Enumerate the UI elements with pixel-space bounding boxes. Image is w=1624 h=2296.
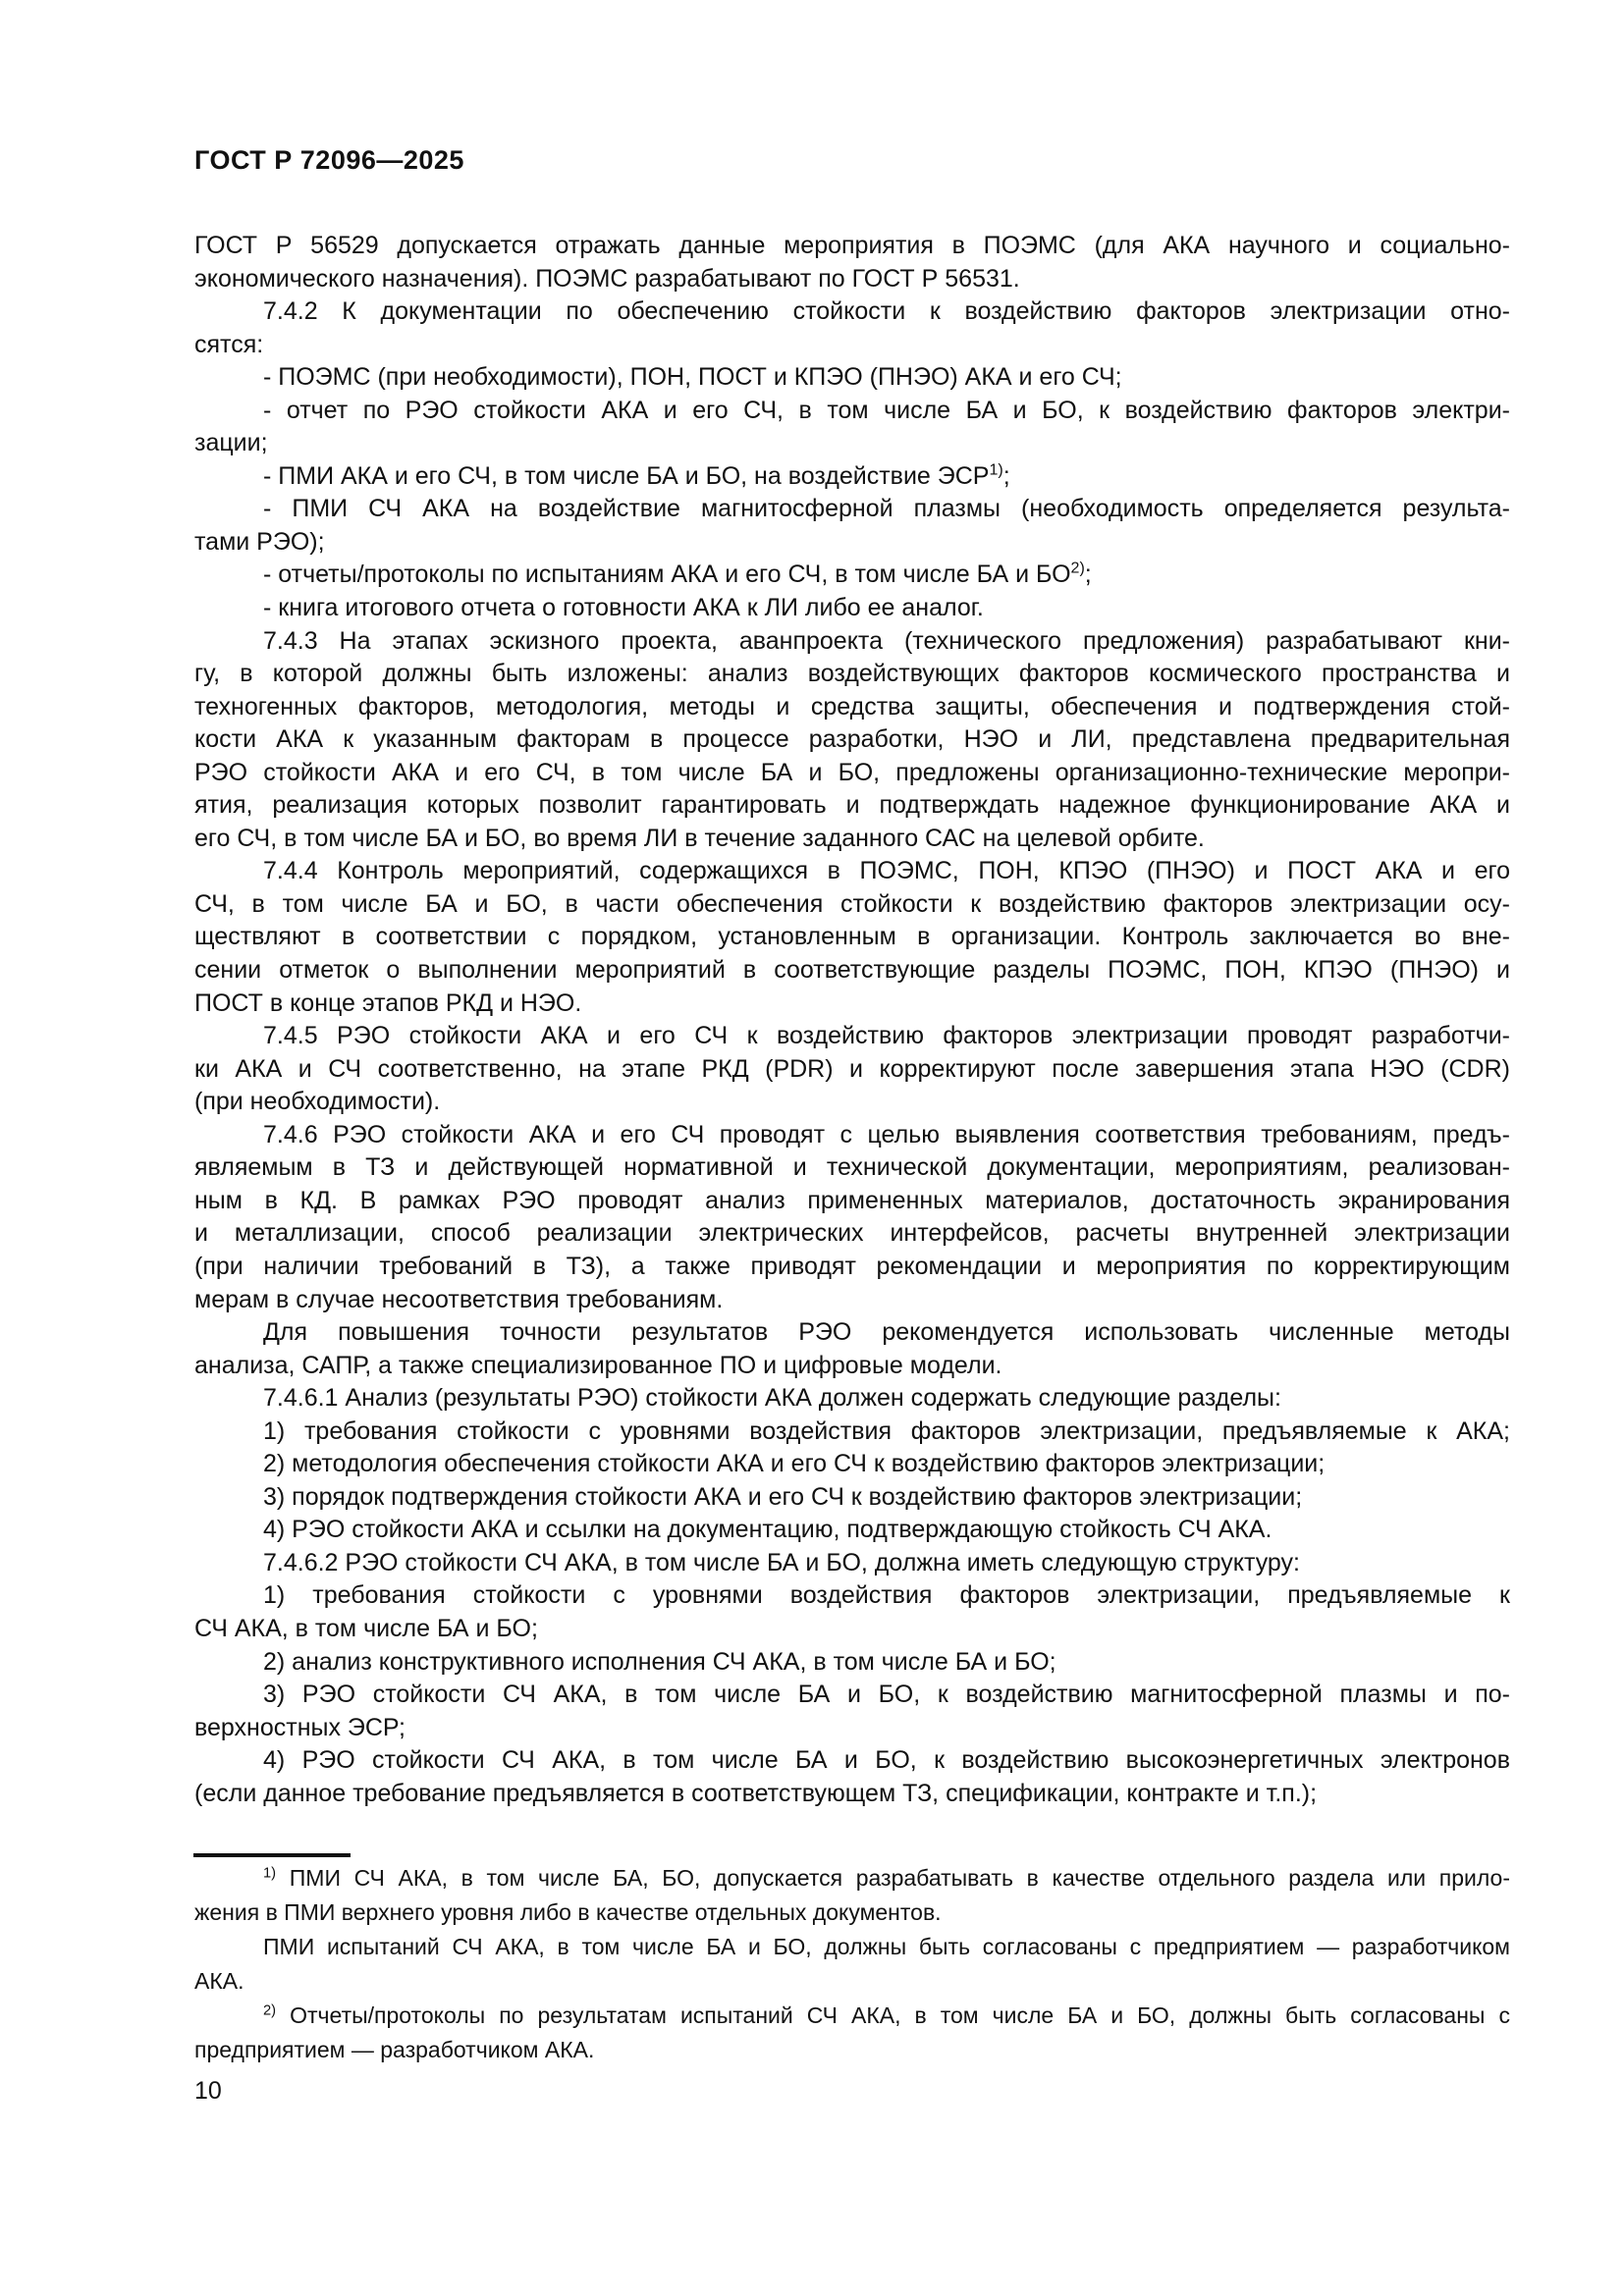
text-line: верхностных ЭСР; [194,1713,406,1741]
footnote-marker-2: 2) [263,2002,277,2019]
text-line: ным в КД. В рамках РЭО проводят анализ примененных материалов, достаточность экранирования [194,1186,1510,1214]
body-text [194,230,1510,1810]
footnote-line: ПМИ испытаний СЧ АКА, в том числе БА и БО, должны быть согласованы с предприятием — разработчиком [263,1934,1510,1959]
text-line: 7.4.6 РЭО стойкости АКА и его СЧ проводят с целью выявления соответствия требованиям, предъ- [263,1120,1510,1148]
text-line: 1) требования стойкости с уровнями воздействия факторов электризации, предъявляемые к АКА; [263,1416,1510,1445]
page-number: 10 [194,2077,222,2105]
footnote-ref-1: 1) [989,461,1003,479]
text-line: 2) анализ конструктивного исполнения СЧ АКА, в том числе БА и БО; [263,1647,1056,1676]
text-line: экономического назначения). ПОЭМС разрабатывают по ГОСТ Р 56531. [194,264,1020,293]
text-segment: ; [1002,461,1010,490]
footnote-marker-1: 1) [263,1865,277,1882]
footnote-line: АКА. [194,1968,244,1994]
text-line: и металлизации, способ реализации электрических интерфейсов, расчеты внутренней электризации [194,1219,1510,1248]
text-segment: ; [1084,561,1092,589]
text-line: зации; [194,429,268,457]
text-line: - ПМИ СЧ АКА на воздействие магнитосферной плазмы (необходимость определяется результа- [263,495,1510,523]
text-line: (если данное требование предъявляется в соответствующем ТЗ, спецификации, контракте и т.п.); [194,1779,1318,1807]
text-line: сении отметок о выполнении мероприятий в соответствующие разделы ПОЭМС, ПОН, КПЭО (ПНЭО) и [194,956,1510,985]
text-line: ки АКА и СЧ соответственно, на этапе РКД (PDR) и корректируют после завершения этапа НЭО (CDR) [194,1054,1510,1083]
footnote-ref-2: 2) [1070,561,1085,578]
text-line: его СЧ, в том числе БА и БО, во время ЛИ в течение заданного САС на целевой орбите. [194,824,1205,852]
text-line: Для повышения точности результатов РЭО рекомендуется использовать численные методы [263,1318,1510,1347]
text-line: ГОСТ Р 56529 допускается отражать данные мероприятия в ПОЭМС (для АКА научного и социально- [194,232,1510,259]
footnote-line [194,1999,1510,2033]
text-line: - отчет по РЭО стойкости АКА и его СЧ, в том числе БА и БО, к воздействию факторов электри- [263,396,1510,424]
text-segment: ПМИ СЧ АКА, в том числе БА, БО, допускается разрабатывать в качестве отдельного раздела или прило- [276,1865,1510,1891]
text-line: являемым в ТЗ и действующей нормативной и технической документации, мероприятиям, реализован- [194,1153,1510,1182]
page-header: ГОСТ Р 72096—2025 [194,145,464,175]
text-line: 1) требования стойкости с уровнями воздействия факторов электризации, предъявляемые к [263,1581,1510,1610]
text-line: 3) порядок подтверждения стойкости АКА и его СЧ к воздействию факторов электризации; [263,1482,1303,1511]
text-segment: - отчеты/протоколы по испытаниям АКА и его СЧ, в том числе БА и БО [263,561,1071,589]
text-line: - книга итогового отчета о готовности АКА к ЛИ либо ее аналог. [263,594,984,622]
text-line: РЭО стойкости АКА и его СЧ, в том числе БА и БО, предложены организационно-технические меропри- [194,758,1510,786]
text-line: ществляют в соответствии с порядком, установленным в организации. Контроль заключается во вне- [194,923,1510,951]
text-line: 4) РЭО стойкости АКА и ссылки на документацию, подтверждающую стойкость СЧ АКА. [263,1516,1272,1544]
text-line: ятия, реализация которых позволит гарантировать и подтверждать надежное функционирование АКА и [194,791,1510,820]
text-line: 4) РЭО стойкости СЧ АКА, в том числе БА и БО, к воздействию высокоэнергетичных электронов [263,1746,1510,1775]
text-line [194,559,1510,592]
text-line: СЧ АКА, в том числе БА и БО; [194,1614,538,1642]
text-line: 7.4.4 Контроль мероприятий, содержащихся в ПОЭМС, ПОН, КПЭО (ПНЭО) и ПОСТ АКА и его [263,857,1510,885]
text-line: 2) методология обеспечения стойкости АКА и его СЧ к воздействию факторов электризации; [263,1450,1326,1478]
text-line: тами РЭО); [194,527,325,556]
footnote-line: жения в ПМИ верхнего уровня либо в качестве отдельных документов. [194,1899,942,1925]
footnote-line [194,1861,1510,1896]
text-line: мерам в случае несоответствия требованиям. [194,1285,724,1313]
text-segment: - ПМИ АКА и его СЧ, в том числе БА и БО, на воздействие ЭСР [263,461,990,490]
text-line: кости АКА к указанным факторам в процессе разработки, НЭО и ЛИ, представлена предварительная [194,725,1510,754]
text-line: гу, в которой должны быть изложены: анализ воздействующих факторов космического пространства и [194,660,1510,688]
text-line: ПОСТ в конце этапов РКД и НЭО. [194,988,582,1017]
text-line: 7.4.2 К документации по обеспечению стойкости к воздействию факторов электризации отно- [263,297,1510,326]
text-line: 7.4.3 На этапах эскизного проекта, аванпроекта (технического предложения) разрабатывают кни- [263,626,1510,655]
text-line: (при необходимости). [194,1088,441,1116]
text-line: СЧ, в том числе БА и БО, в части обеспечения стойкости к воздействию факторов электризации осу- [194,889,1510,918]
text-line: техногенных факторов, методология, методы и средства защиты, обеспечения и подтверждения стой- [194,692,1510,721]
text-segment: Отчеты/протоколы по результатам испытаний СЧ АКА, в том числе БА и БО, должны быть согласованы с [276,2002,1510,2028]
text-line: сятся: [194,330,264,358]
text-line: 3) РЭО стойкости СЧ АКА, в том числе БА и БО, к воздействию магнитосферной плазмы и по- [263,1681,1510,1709]
text-line: 7.4.6.1 Анализ (результаты РЭО) стойкости АКА должен содержать следующие разделы: [263,1384,1281,1413]
footnote-line: предприятием — разработчиком АКА. [194,2037,595,2062]
footnote-rule [193,1853,351,1857]
text-line: (при наличии требований в ТЗ), а также приводят рекомендации и мероприятия по корректирующим [194,1252,1510,1280]
text-line [194,460,1510,494]
text-line: анализа, САПР, а также специализированное ПО и цифровые модели. [194,1351,1002,1379]
text-line: 7.4.6.2 РЭО стойкости СЧ АКА, в том числе БА и БО, должна иметь следующую структуру: [263,1548,1300,1576]
footnotes [194,1861,1510,2067]
text-line: - ПОЭМС (при необходимости), ПОН, ПОСТ и КПЭО (ПНЭО) АКА и его СЧ; [263,363,1122,392]
text-line: 7.4.5 РЭО стойкости АКА и его СЧ к воздействию факторов электризации проводят разработчи- [263,1022,1510,1050]
